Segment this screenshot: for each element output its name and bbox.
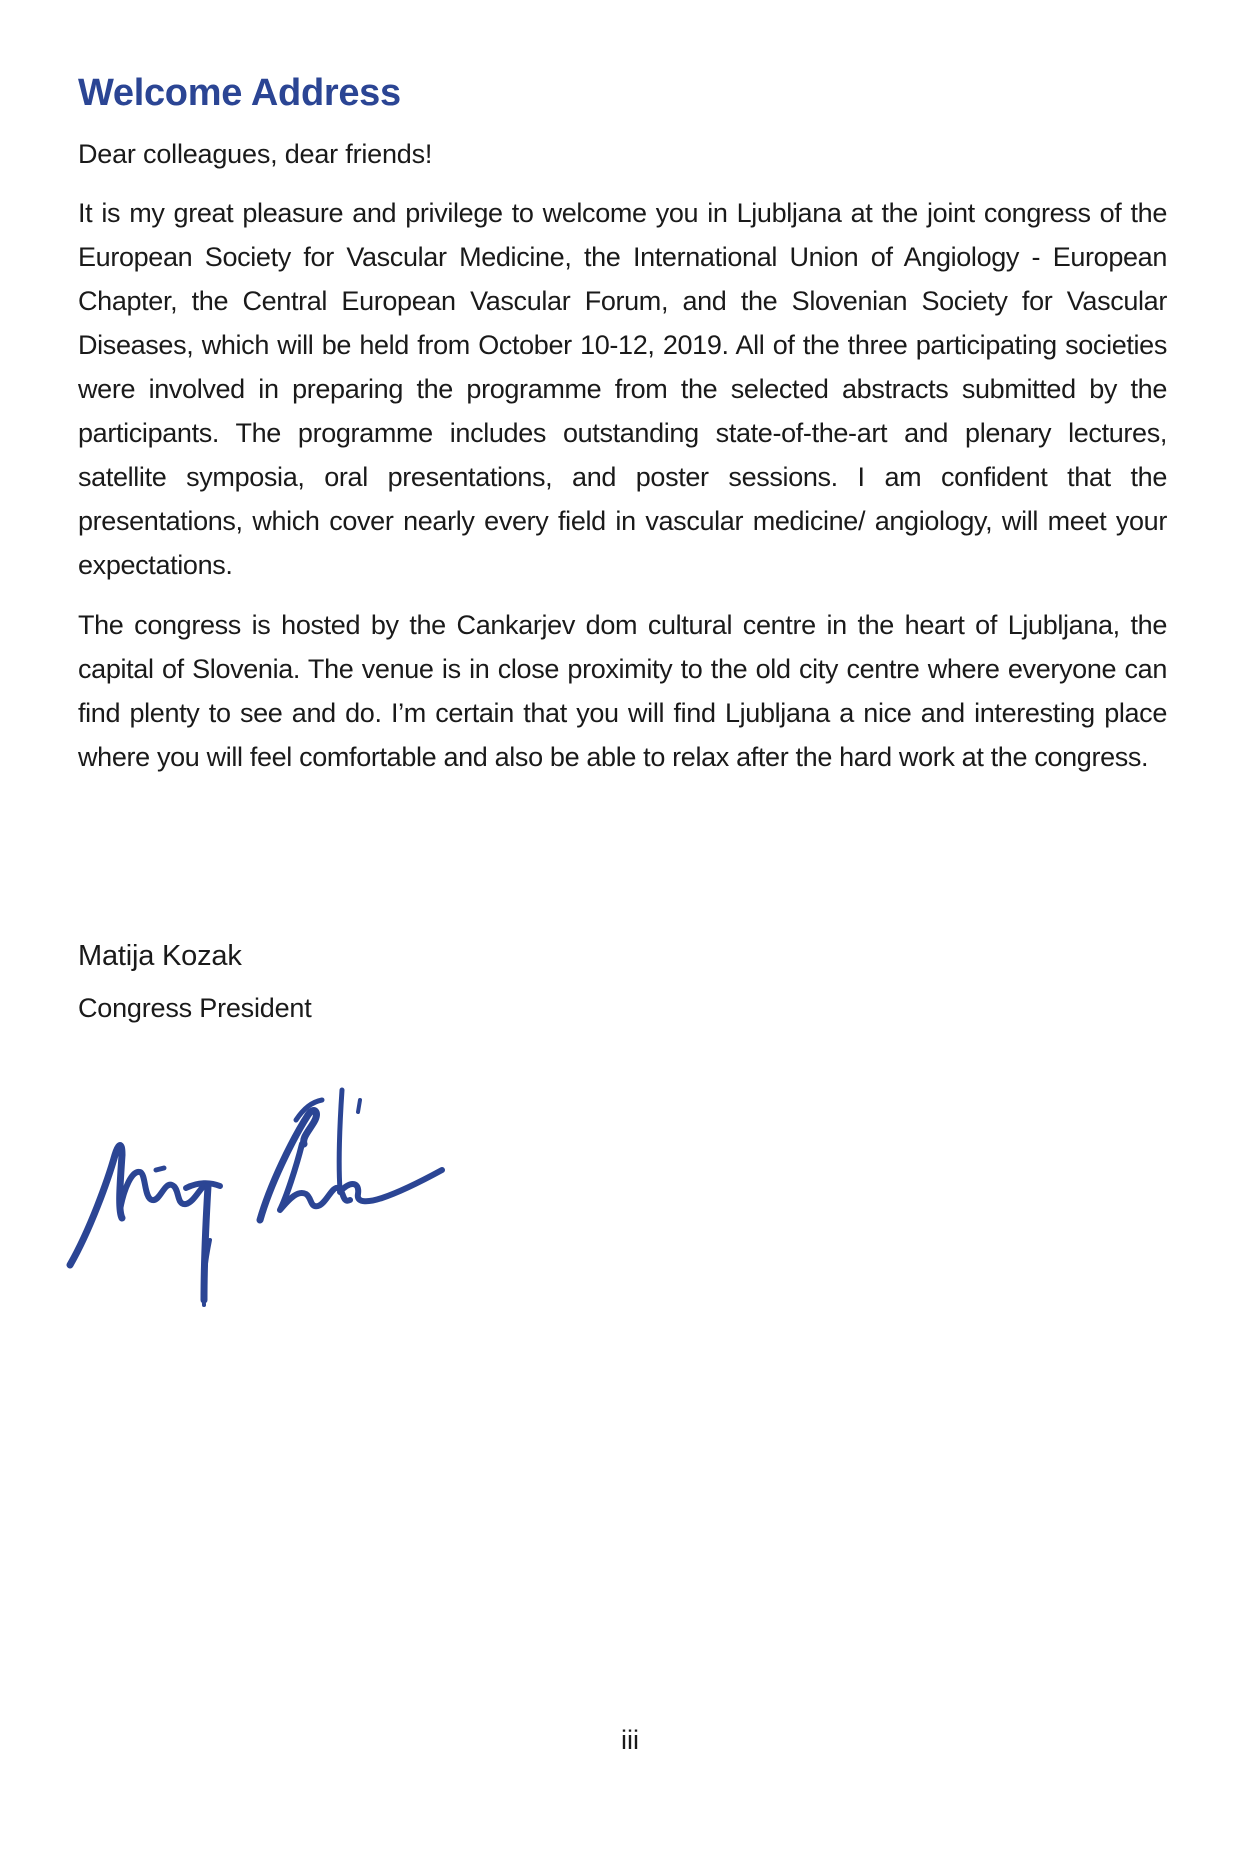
- letter-body: [78, 68, 1167, 779]
- handwritten-signature: [60, 1060, 480, 1330]
- signer-role: Congress President: [78, 993, 312, 1023]
- paragraph-1: It is my great pleasure and privilege to welcome you in Ljubljana at the joint congress of the European Society for Vascular Medicine, the International Union of Angiology - European Chapter, the Central European Vascular Forum, and the Slovenian Society for Vascular Diseases, which will be held from October 10-12, 2019. All of the three participating societies were involved in preparing the programme from the selected abstracts submitted by the participants. The programme includes outstanding state-of-the-art and plenary lectures, satellite symposia, oral presentations, and poster sessions. I am confident that the presentations, which cover nearly every field in vascular medicine/ angiology, will meet your expectations.: [78, 198, 1167, 580]
- signer-name: Matija Kozak: [78, 940, 242, 972]
- page-number: iii: [621, 1725, 639, 1755]
- salutation: Dear colleagues, dear friends!: [78, 139, 433, 169]
- page-title: Welcome Address: [78, 72, 401, 114]
- paragraph-2: The congress is hosted by the Cankarjev dom cultural centre in the heart of Ljubljana, the capital of Slovenia. The venue is in close proximity to the old city centre where everyone can find plenty to see and do. I’m certain that you will find Ljubljana a nice and interesting place where you will feel comfortable and also be able to relax after the hard work at the congress.: [78, 610, 1167, 772]
